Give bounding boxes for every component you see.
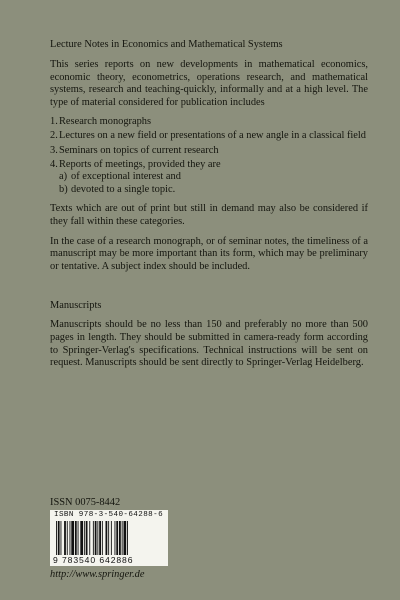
out-of-print-paragraph: Texts which are out of print but still in demand may also be considered if they fall within these categories. (50, 203, 368, 228)
material-types-list (50, 116, 368, 196)
sub-list-text: of exceptional interest and (71, 171, 181, 183)
list-item (50, 130, 368, 143)
sub-list-item (59, 184, 368, 197)
list-number: 3. (50, 144, 58, 156)
barcode-icon (56, 521, 162, 555)
timeliness-paragraph: In the case of a research monograph, or of seminar notes, the timeliness of a manuscript may be more important than its form, which may be preliminary or tentative. A subject index should be included. (50, 235, 368, 272)
sub-list-letter: b) (59, 183, 68, 195)
manuscripts-paragraph: Manuscripts should be no less than 150 and preferably no more than 500 pages in length. They should be submitted in camera-ready form according to Springer-Verlag's specifications. Technical instructions will be sent on request. Manuscripts should be sent directly to Springer-Verlag Heidelberg. (50, 319, 368, 369)
list-item-label: Reports of meetings, provided they are (59, 158, 221, 170)
list-item (50, 159, 368, 197)
sub-list-item (59, 171, 368, 184)
meeting-conditions-list (59, 171, 368, 196)
back-cover-text (50, 38, 368, 377)
list-number: 4. (50, 158, 58, 170)
sub-list-text: devoted to a single topic. (71, 183, 176, 195)
publisher-url: http://www.springer.de (50, 569, 145, 580)
manuscripts-heading: Manuscripts (50, 300, 102, 312)
barcode-digits: 9 783540 642886 (53, 555, 134, 565)
list-item-text: Seminars on topics of current research (59, 144, 219, 156)
series-description: This series reports on new developments in mathematical economics, economic theory, econometrics, operations research, and mathematical systems, research and teaching-quickly, informally and at a high level. The type of material considered for publication includes (50, 59, 368, 108)
list-item (50, 145, 368, 158)
issn-number: ISSN 0075-8442 (50, 497, 121, 508)
isbn-number: ISBN 978-3-540-64288-6 (54, 511, 164, 519)
series-title: Lecture Notes in Economics and Mathematical Systems (50, 39, 283, 50)
barcode-label (50, 510, 168, 566)
list-item-text (59, 159, 368, 197)
list-number: 1. (50, 116, 58, 128)
list-number: 2. (50, 130, 58, 142)
list-item (50, 116, 368, 129)
list-item-text: Lectures on a new field or presentations of a new angle in a classical field (59, 130, 366, 142)
list-item-text: Research monographs (59, 116, 152, 128)
sub-list-letter: a) (59, 171, 68, 183)
